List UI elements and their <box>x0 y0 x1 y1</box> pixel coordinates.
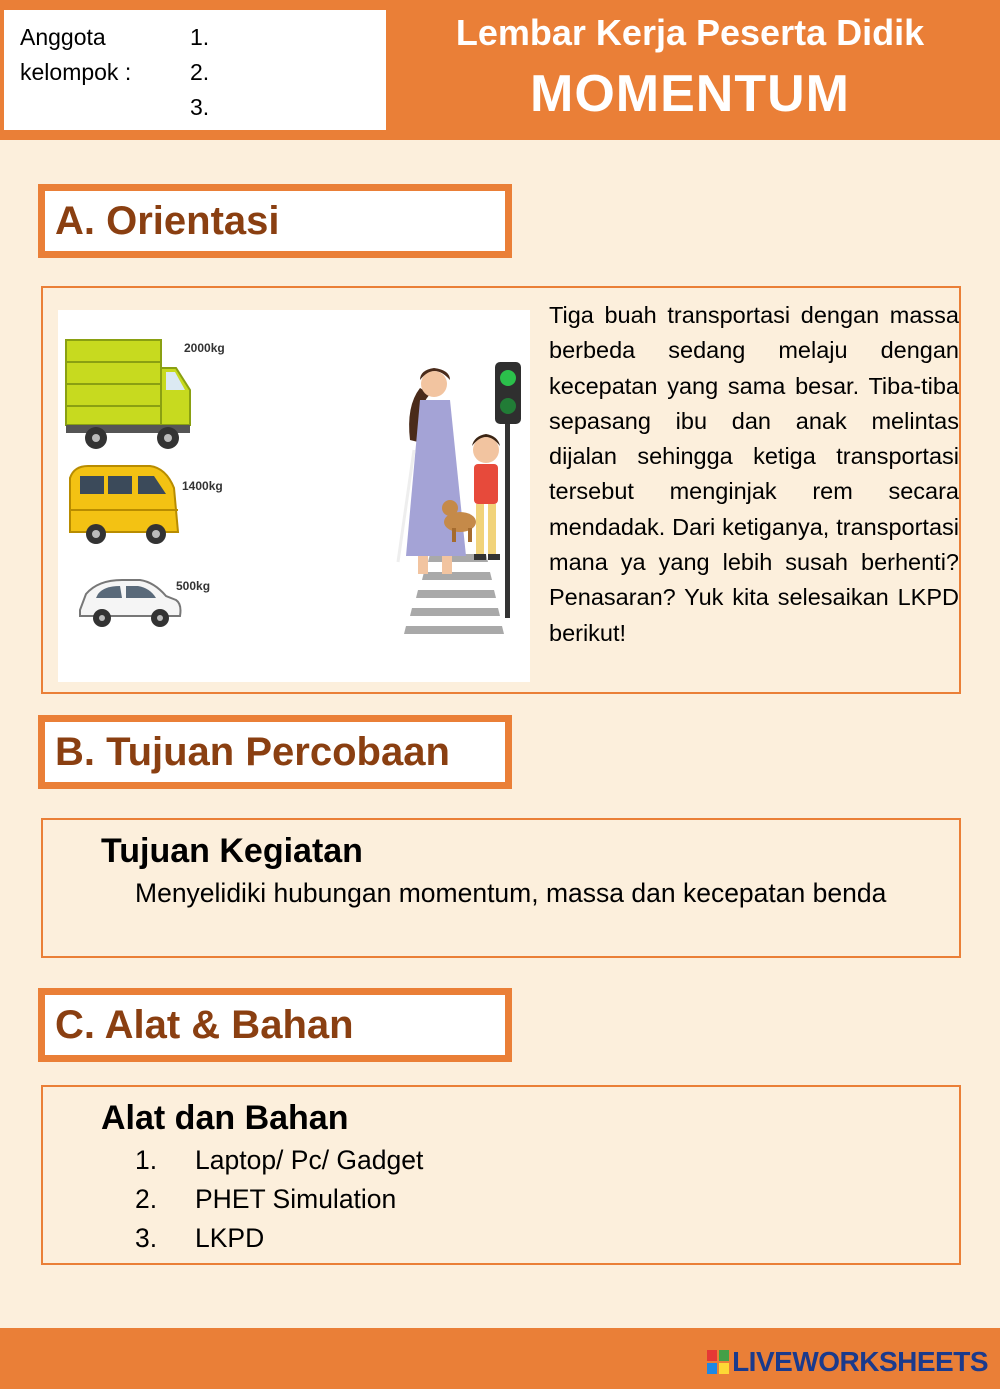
truck-icon <box>66 340 190 449</box>
list-item-text: PHET Simulation <box>195 1184 397 1214</box>
traffic-light-icon <box>495 362 521 618</box>
footer-band <box>0 1328 1000 1389</box>
list-item <box>135 1219 423 1258</box>
goal-subheading: Tujuan Kegiatan <box>101 832 363 870</box>
group-members-box <box>4 10 386 130</box>
worksheet-title: Lembar Kerja Peserta Didik <box>455 12 925 53</box>
vehicles-crossing-illustration <box>58 310 530 682</box>
truck-mass-label: 2000kg <box>184 341 225 355</box>
member-number: 2. <box>190 59 210 85</box>
tools-list <box>135 1141 423 1258</box>
list-item-number: 2. <box>135 1184 158 1214</box>
brand-name: LIVEWORKSHEETS <box>732 1346 988 1377</box>
liveworksheets-logo-icon <box>707 1350 729 1374</box>
car-icon <box>80 580 181 627</box>
section-goal-header <box>38 715 512 789</box>
mother-icon <box>398 368 466 574</box>
van-mass-label: 1400kg <box>182 479 223 493</box>
section-heading: B. Tujuan Percobaan <box>45 722 505 782</box>
member-number: 1. <box>190 24 210 50</box>
worksheet-subtitle: MOMENTUM <box>530 65 850 123</box>
list-item-number: 1. <box>135 1145 158 1175</box>
tools-box <box>41 1085 961 1265</box>
section-orientation-header <box>38 184 512 258</box>
car-mass-label: 500kg <box>176 579 211 593</box>
section-heading: C. Alat & Bahan <box>45 995 505 1055</box>
tools-subheading: Alat dan Bahan <box>101 1099 349 1137</box>
section-heading: A. Orientasi <box>45 191 505 251</box>
list-item <box>135 1141 423 1180</box>
members-label-line2: kelompok : <box>20 59 132 85</box>
goal-text: Menyelidiki hubungan momentum, massa dan kecepatan benda <box>135 878 887 908</box>
list-item-text: LKPD <box>195 1223 265 1253</box>
orientation-box <box>41 286 961 694</box>
group-members-list <box>190 20 209 125</box>
list-item-number: 3. <box>135 1223 158 1253</box>
goal-box <box>41 818 961 958</box>
van-icon <box>70 466 178 544</box>
liveworksheets-brand[interactable] <box>707 1346 988 1378</box>
section-tools-header <box>38 988 512 1062</box>
members-label-line1: Anggota <box>20 24 106 50</box>
member-number: 3. <box>190 94 210 120</box>
group-members-label <box>20 20 131 90</box>
orientation-illustration <box>58 310 530 682</box>
header-band <box>0 0 1000 140</box>
list-item-text: Laptop/ Pc/ Gadget <box>195 1145 424 1175</box>
orientation-paragraph: Tiga buah transportasi dengan massa berbeda sedang melaju dengan kecepatan yang sama besar. Tiba-tiba sepasang ibu dan anak melintas dijalan sehingga ketiga transportasi tersebut menginjak rem secara mendadak. Dari ketiganya, transportasi mana ya yang lebih susah berhenti? Penasaran? Yuk kita selesaikan LKPD berikut! <box>549 302 959 646</box>
list-item <box>135 1180 423 1219</box>
child-icon <box>472 434 500 560</box>
